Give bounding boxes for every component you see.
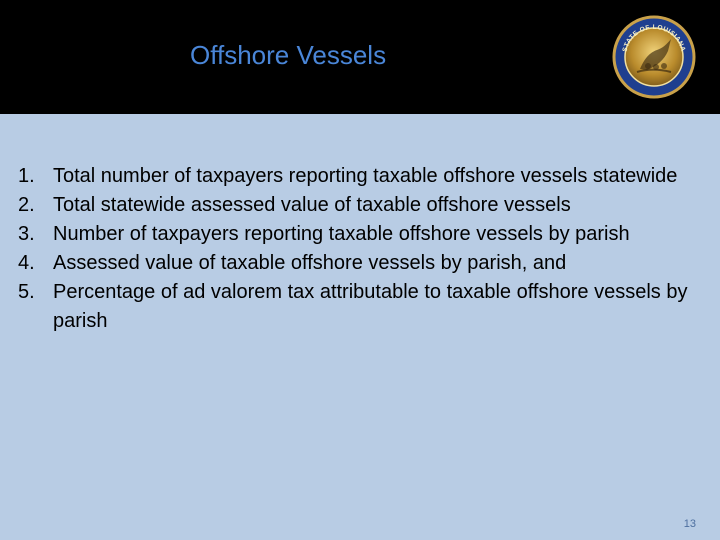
list-item-text: Percentage of ad valorem tax attributable to taxable offshore vessels by parish [53,281,688,332]
seal-ring-text: STATE OF LOUISIANA [621,23,687,53]
list-number: 2. [18,194,35,216]
numbered-list [18,162,704,336]
slide-content [0,114,720,540]
list-item-text: Number of taxpayers reporting taxable offshore vessels by parish [53,223,630,245]
state-seal-icon [612,15,696,99]
page-number: 13 [683,518,696,530]
seal-chick-right [661,63,667,69]
list-number: 4. [18,252,35,274]
slide-title: Offshore Vessels [190,40,387,70]
list-item [18,220,704,249]
list-item-text: Assessed value of taxable offshore vessels by parish, and [53,252,567,274]
list-item [18,278,704,336]
list-item [18,191,704,220]
list-item-text: Total statewide assessed value of taxable offshore vessels [53,194,571,216]
list-item-text: Total number of taxpayers reporting taxable offshore vessels statewide [53,165,678,187]
list-item [18,249,704,278]
seal-chick-left [645,63,651,69]
slide-header [0,0,720,112]
list-number: 1. [18,165,35,187]
list-item [18,162,704,191]
seal-chick-middle [653,64,659,70]
list-number: 5. [18,281,35,303]
list-number: 3. [18,223,35,245]
